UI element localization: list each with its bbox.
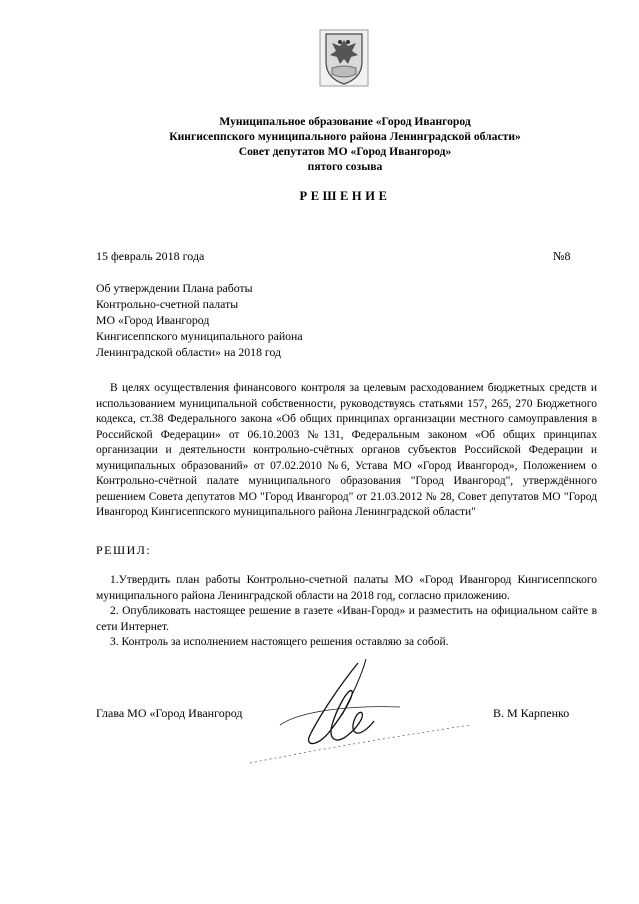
resolution-item: 1.Утвердить план работы Контрольно-счетной палаты МО «Город Ивангород Кингисеппского муниципального района Ленинградской области на 2018 год, согласно приложению. bbox=[96, 574, 597, 602]
resolution-items bbox=[96, 573, 597, 651]
subject-line: Кингисеппского муниципального района bbox=[96, 329, 303, 343]
convocation: пятого созыва bbox=[307, 160, 383, 173]
preamble-paragraph: В целях осуществления финансового контроля за целевым расходованием бюджетных средств и использованием муниципальной собственности, руководствуясь статьями 157, 265, 270 Бюджетного кодекса, ст.38 Федерального закона «Об общих принципах организации местного самоуправления в Российской Федерации» от 06.10.2003 №131, Федеральным законом «Об общих принципах организации и деятельности контрольно-счётных органов субъектов Российской Федерации и муниципальных образований» от 07.02.2010 №6, Устава МО «Город Ивангород», Положением о Контрольно-счётной палате муниципального образования "Город Ивангород", утверждённого решением Совета депутатов МО "Город Ивангород" от 21.03.2012 № 28, Совет депутатов МО "Город Ивангород Кингисеппского муниципального района Ленинградской области" bbox=[96, 382, 597, 518]
subject-line: Ленинградской области» на 2018 год bbox=[96, 345, 282, 359]
district-name: Кингисеппского муниципального района Ленинградской области» bbox=[169, 130, 521, 143]
council-name: Совет депутатов МО «Город Ивангород» bbox=[238, 145, 452, 158]
signatory-position: Глава МО «Город Ивангород bbox=[96, 706, 243, 720]
resolution-item: 3. Контроль за исполнением настоящего решения оставляю за собой. bbox=[110, 636, 449, 648]
document-header bbox=[60, 114, 630, 174]
document-number: №8 bbox=[553, 249, 571, 263]
document-title: РЕШЕНИЕ bbox=[299, 189, 391, 203]
subject-line: МО «Город Ивангород bbox=[96, 313, 210, 327]
municipality-name: Муниципальное образование «Город Ивангород bbox=[219, 115, 471, 128]
resolved-heading: РЕШИЛ: bbox=[96, 543, 152, 557]
document-subject bbox=[96, 280, 396, 360]
subject-line: Об утверждении Плана работы bbox=[96, 281, 253, 295]
coat-of-arms-icon bbox=[318, 28, 370, 88]
signatory-name: В. М Карпенко bbox=[493, 706, 570, 720]
document-date: 15 февраль 2018 года bbox=[96, 249, 205, 263]
subject-line: Контрольно-счетной палаты bbox=[96, 297, 239, 311]
handwritten-signature bbox=[240, 655, 480, 770]
resolution-item: 2. Опубликовать настоящее решение в газете «Иван-Город» и разместить на официальном сайте в сети Интернет. bbox=[96, 605, 597, 633]
